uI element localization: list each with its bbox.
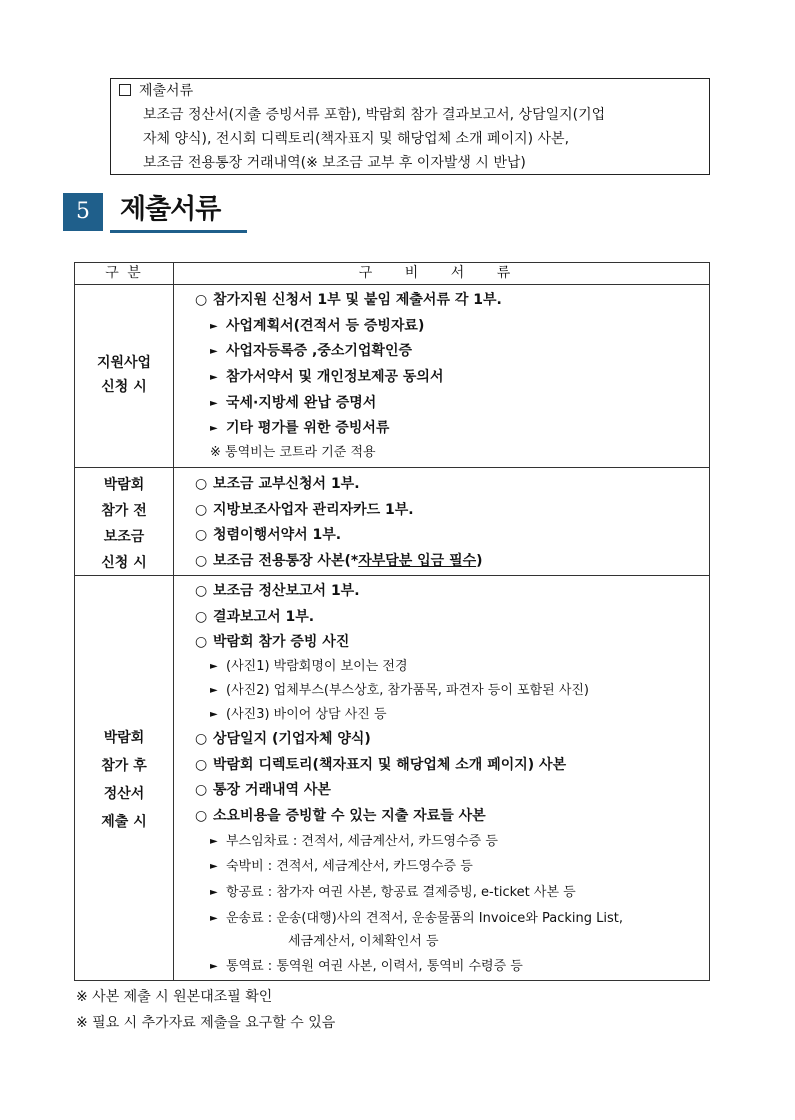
list-item: ○ 박람회 디렉토리(책자표지 및 해당업체 소개 페이지) 사본 <box>195 757 567 773</box>
list-item: ○ 소요비용을 증빙할 수 있는 지출 자료들 사본 <box>195 808 486 824</box>
list-item: ○ 참가지원 신청서 1부 및 붙임 제출서류 각 1부. <box>195 292 502 308</box>
list-item: ○ 보조금 전용통장 사본(*자부담분 입금 필수) <box>195 553 483 569</box>
table-header-bottom <box>74 284 710 285</box>
row2-category <box>75 472 173 576</box>
category-line: 참가 전 <box>101 503 147 519</box>
category-line: 제출 시 <box>101 814 147 830</box>
list-item: ► 통역료 : 통역원 여권 사본, 이력서, 통역비 수령증 등 <box>210 959 523 974</box>
box-line-1: 보조금 정산서(지출 증빙서류 포함), 박람회 참가 결과보고서, 상담일지(기업 <box>143 107 606 123</box>
section-title-underline <box>110 230 247 233</box>
list-item: ► 기타 평가를 위한 증빙서류 <box>210 420 390 436</box>
table-border-bottom <box>74 980 710 981</box>
category-line: 신청 시 <box>101 555 147 571</box>
box-line-2: 자체 양식), 전시회 디렉토리(책자표지 및 해당업체 소개 페이지) 사본, <box>143 131 570 147</box>
list-item: ► (사진1) 박람회명이 보이는 전경 <box>210 659 408 674</box>
list-item: ○ 통장 거래내역 사본 <box>195 782 331 798</box>
list-item: ► (사진2) 업체부스(부스상호, 참가품목, 파견자 등이 포함된 사진) <box>210 683 590 698</box>
category-line: 박람회 <box>103 730 145 746</box>
table-border-right <box>709 262 710 981</box>
category-line: 지원사업 <box>96 355 152 371</box>
submission-docs-box <box>110 78 710 175</box>
list-item: ○ 보조금 정산보고서 1부. <box>195 583 360 599</box>
table-column-divider <box>173 262 174 981</box>
list-item: ► 항공료 : 참가자 여권 사본, 항공료 결제증빙, e-ticket 사본 등 <box>210 885 576 900</box>
list-item: ► 참가서약서 및 개인정보제공 동의서 <box>210 369 444 385</box>
list-item: ○ 보조금 교부신청서 1부. <box>195 476 360 492</box>
section-title: 제출서류 <box>120 194 221 225</box>
list-item: ○ 상담일지 (기업자체 양식) <box>195 731 371 747</box>
category-line: 참가 후 <box>101 758 147 774</box>
category-line: 박람회 <box>103 477 145 493</box>
list-item: ► 부스임차료 : 견적서, 세금계산서, 카드영수증 등 <box>210 834 498 849</box>
box-heading <box>119 81 193 101</box>
list-item: ○ 지방보조사업자 관리자카드 1부. <box>195 502 414 518</box>
footnote: ※ 사본 제출 시 원본대조필 확인 <box>76 989 273 1005</box>
row1-category <box>75 351 173 399</box>
list-item: ► 사업자등록증 ,중소기업확인증 <box>210 343 413 359</box>
list-item: ○ 청렴이행서약서 1부. <box>195 527 342 543</box>
list-item: ► 사업계획서(견적서 등 증빙자료) <box>210 318 425 334</box>
list-item-continuation: 세금계산서, 이체확인서 등 <box>288 934 439 949</box>
category-line: 정산서 <box>103 786 145 802</box>
list-item: ► 국세·지방세 완납 증명서 <box>210 395 377 411</box>
section-number: 5 <box>63 193 103 231</box>
category-line: 보조금 <box>103 529 145 545</box>
list-item: ► 운송료 : 운송(대행)사의 견적서, 운송물품의 Invoice와 Packing List, <box>210 911 623 926</box>
list-item: ○ 결과보고서 1부. <box>195 609 315 625</box>
header-documents: 구 비 서 류 <box>358 265 525 281</box>
list-item: ► 숙박비 : 견적서, 세금계산서, 카드영수증 등 <box>210 859 473 874</box>
box-line-3: 보조금 전용통장 거래내역(※ 보조금 교부 후 이자발생 시 반납) <box>143 155 526 171</box>
table-row-divider <box>74 467 710 468</box>
box-heading-text: 제출서류 <box>139 83 194 99</box>
footnote: ※ 필요 시 추가자료 제출을 요구할 수 있음 <box>76 1015 336 1031</box>
row3-category <box>75 724 173 836</box>
list-item: ► (사진3) 바이어 상담 사진 등 <box>210 707 387 722</box>
list-item: ○ 박람회 참가 증빙 사진 <box>195 634 350 650</box>
category-line: 신청 시 <box>101 379 147 395</box>
list-note: ※ 통역비는 코트라 기준 적용 <box>210 445 376 460</box>
checkbox-square-icon <box>119 84 131 96</box>
header-category: 구 분 <box>105 265 143 281</box>
